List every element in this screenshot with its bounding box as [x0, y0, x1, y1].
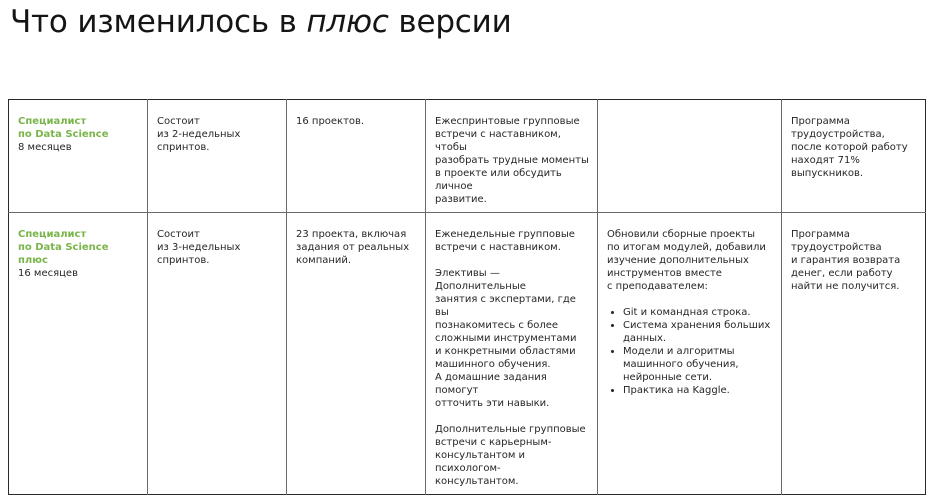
cell-career: Программа трудоустройства и гарантия возврата денег, если работу найти не получится. — [782, 213, 926, 495]
cell-sprints: Состоит из 2-недельных спринтов. — [148, 100, 287, 213]
cell-updates — [598, 213, 782, 495]
cell-updates — [598, 100, 782, 213]
page-title — [10, 4, 512, 40]
program-name: Специалист по Data Science плюс — [18, 229, 109, 266]
program-name: Специалист по Data Science — [18, 116, 109, 140]
table-row-standard — [9, 100, 926, 213]
cell-meetings — [426, 100, 598, 213]
cell-projects: 16 проектов. — [287, 100, 426, 213]
updates-intro: Обновили сборные проекты по итогам модулей, добавили изучение дополнительных инструментов вместе с преподавателем: — [607, 229, 766, 292]
career-meetings-text: Дополнительные групповые встречи с карьерным- консультантом и психологом- консультантом. — [435, 424, 586, 487]
list-item: • Модели и алгоритмы машинного обучения, нейронные сети. — [623, 345, 773, 384]
meetings-text: Еженедельные групповые встречи с наставником. — [435, 229, 575, 253]
electives-text: Элективы — Дополнительные занятия с экспертами, где вы познакомитесь с более сложными инструментами и конкретными областями машинного обучения. А домашние задания помогут отточить эти навыки. — [435, 268, 577, 409]
title-text: Что изменилось в — [10, 4, 307, 40]
list-item: • Git и командная строка. — [623, 306, 773, 319]
program-duration: 16 месяцев — [18, 268, 78, 279]
title-emphasis: плюс — [306, 4, 389, 40]
updates-list — [607, 306, 773, 397]
list-item: • Система хранения больших данных. — [623, 319, 773, 345]
cell-program — [9, 213, 148, 495]
cell-projects: 23 проекта, включая задания от реальных компаний. — [287, 213, 426, 495]
table-row-plus — [9, 213, 926, 495]
comparison-table — [8, 99, 926, 495]
cell-career: Программа трудоустройства, после которой работу находят 71% выпускников. — [782, 100, 926, 213]
meetings-text: Ежеспринтовые групповые встречи с наставником, чтобы разобрать трудные моменты в проекте или обсудить личное развитие. — [435, 116, 589, 205]
title-text-end: версии — [388, 4, 512, 40]
cell-program — [9, 100, 148, 213]
list-item: • Практика на Kaggle. — [623, 384, 773, 397]
cell-sprints: Состоит из 3-недельных спринтов. — [148, 213, 287, 495]
program-duration: 8 месяцев — [18, 142, 72, 153]
cell-meetings — [426, 213, 598, 495]
